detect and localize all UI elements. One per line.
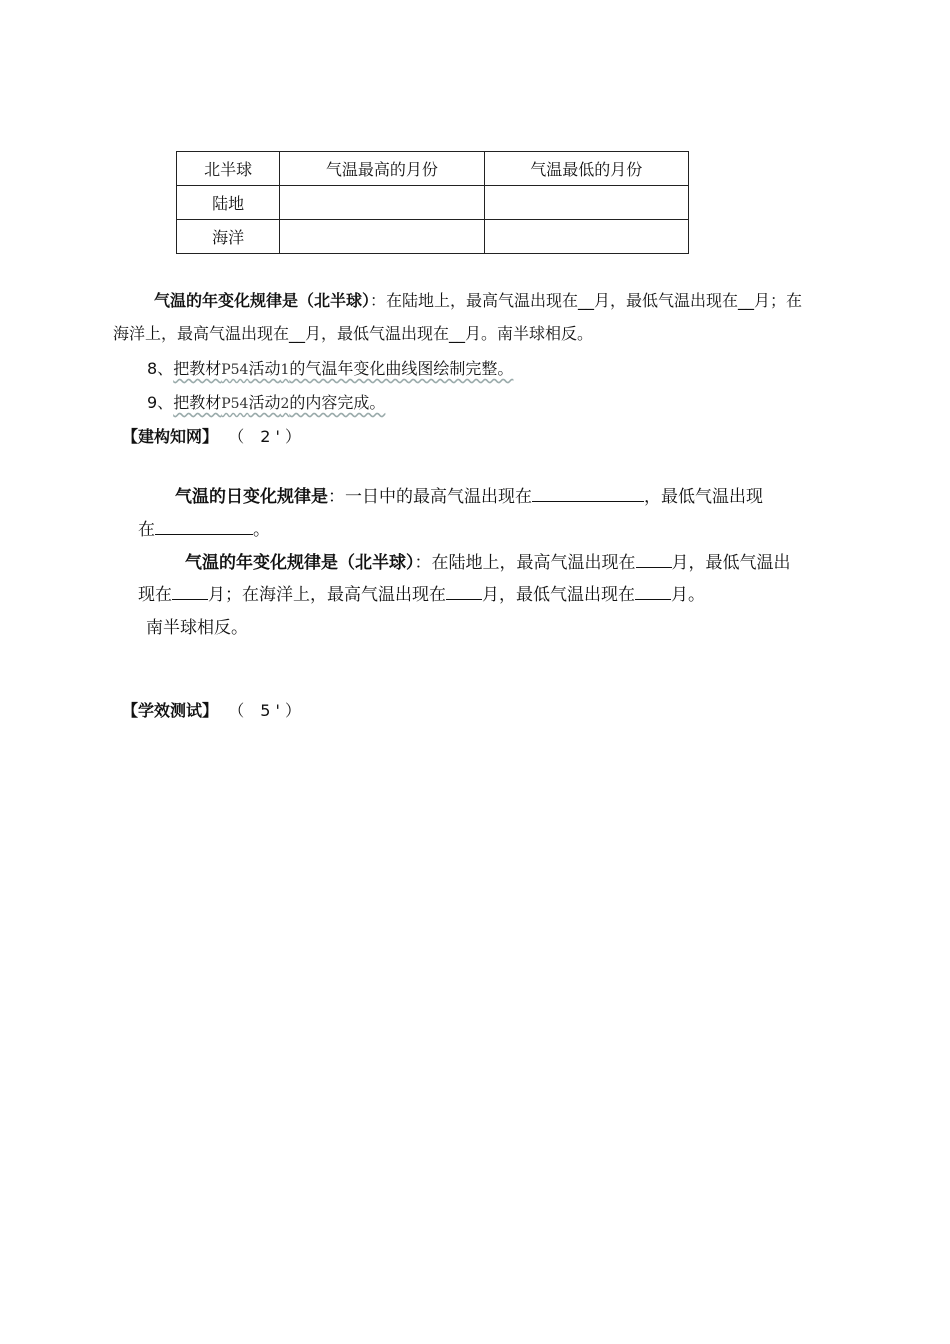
table-header-cell: 气温最低的月份 <box>484 152 688 186</box>
daily-rule-line-2: 在 。 <box>138 520 270 540</box>
annual-summary-line-2: 现在 月；在海洋上，最高气温出现在 月，最低气温出现在 月。 <box>138 585 705 605</box>
table-row-label: 陆地 <box>177 186 280 220</box>
table-header-cell: 北半球 <box>177 152 280 186</box>
blank <box>636 553 672 568</box>
blank <box>635 585 671 600</box>
blank: __ <box>289 324 306 343</box>
daily-rule-title: 气温的日变化规律是 <box>175 487 328 507</box>
table-row <box>177 186 689 220</box>
annual-rule-line-1: 气温的年变化规律是（北半球）：在陆地上，最高气温出现在__月，最低气温出现在__月；在 <box>154 291 803 310</box>
heading-effect-test: 【学效测试】 （ 5 ' ） <box>122 701 301 720</box>
temperature-table <box>176 151 689 254</box>
annual-rule-title: 气温的年变化规律是（北半球） <box>154 291 371 310</box>
table-cell <box>280 220 484 254</box>
item-8: 8、把教材P54活动1的气温年变化曲线图绘制完整。 <box>147 359 514 378</box>
daily-rule-line-1: 气温的日变化规律是：一日中的最高气温出现在 ，最低气温出现 <box>175 487 763 507</box>
table-cell <box>484 220 688 254</box>
blank: __ <box>578 291 595 310</box>
blank: __ <box>738 291 755 310</box>
annual-summary-title: 气温的年变化规律是（北半球） <box>185 553 415 573</box>
blank <box>532 487 644 502</box>
blank <box>446 585 482 600</box>
blank: __ <box>449 324 466 343</box>
table-cell <box>280 186 484 220</box>
table-row-label: 海洋 <box>177 220 280 254</box>
annual-summary-line-1: 气温的年变化规律是（北半球）：在陆地上，最高气温出现在 月，最低气温出 <box>185 553 791 573</box>
blank <box>172 585 208 600</box>
annual-rule-line-2: 海洋上，最高气温出现在__月，最低气温出现在__月。南半球相反。 <box>113 324 594 343</box>
table-row <box>177 220 689 254</box>
blank <box>155 520 253 535</box>
table-cell <box>484 186 688 220</box>
south-hemisphere-note: 南半球相反。 <box>146 618 248 638</box>
table-header-cell: 气温最高的月份 <box>280 152 484 186</box>
heading-build-knowledge: 【建构知网】 （ 2 ' ） <box>122 427 301 446</box>
item-9: 9、把教材P54活动2的内容完成。 <box>147 393 386 412</box>
table-header-row <box>177 152 689 186</box>
